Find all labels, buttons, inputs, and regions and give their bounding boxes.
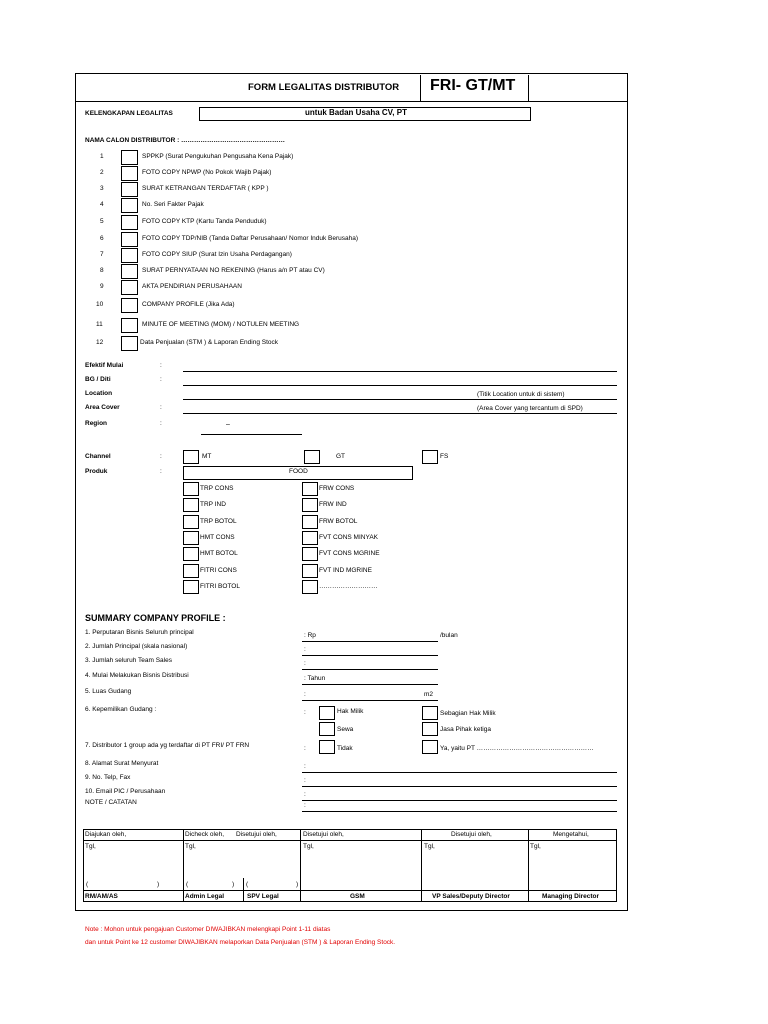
kelengkapan-label: KELENGKAPAN LEGALITAS <box>85 110 173 117</box>
summary-item-value: : <box>304 646 306 653</box>
produk-left-label: FITRI CONS <box>200 567 237 574</box>
produk-right-label: ……………………… <box>319 583 378 590</box>
checklist-label: SURAT PERNYATAAN NO REKENING (Harus a/n PT atau CV) <box>142 267 325 274</box>
region-line <box>201 434 302 435</box>
signature-tgl: Tgl, <box>530 843 541 850</box>
signature-header: Dicheck oleh, <box>185 831 225 838</box>
signature-role: Admin Legal <box>185 893 225 900</box>
info-field-colon: : <box>160 420 162 427</box>
gudang-jasa-label: Jasa Pihak ketiga <box>440 726 491 733</box>
info-field-line[interactable] <box>183 413 617 414</box>
summary-item-line[interactable] <box>302 669 438 670</box>
channel-colon: : <box>160 453 162 460</box>
signature-col-divider <box>528 829 529 902</box>
checklist-number: 8 <box>100 267 104 274</box>
checklist-number: 1 <box>100 153 104 160</box>
produk-left-label: FITRI BOTOL <box>200 583 240 590</box>
signature-header: Diajukan oleh, <box>85 831 127 838</box>
checklist-checkbox[interactable] <box>121 280 138 295</box>
checklist-checkbox[interactable] <box>121 215 138 230</box>
form-code: FRI- GT/MT <box>430 77 516 94</box>
summary-item-line[interactable] <box>302 641 438 642</box>
checklist-label: No. Seri Fakter Pajak <box>142 201 204 208</box>
checklist-checkbox[interactable] <box>121 150 138 165</box>
produk-right-checkbox[interactable] <box>302 515 318 529</box>
checklist-number: 4 <box>100 201 104 208</box>
signature-tgl: Tgl, <box>185 843 196 850</box>
summary-item-line[interactable] <box>302 786 617 787</box>
checklist-label: MINUTE OF MEETING (MOM) / NOTULEN MEETING <box>142 321 300 328</box>
produk-colon: : <box>160 468 162 475</box>
produk-left-label: TRP BOTOL <box>200 518 237 525</box>
channel-gt-checkbox[interactable] <box>304 450 320 464</box>
summary-item-line[interactable] <box>302 772 617 773</box>
checklist-number: 6 <box>100 235 104 242</box>
info-field-line[interactable] <box>183 371 617 372</box>
signature-bracket: ( <box>86 881 89 888</box>
summary-item-line[interactable] <box>302 811 617 812</box>
signature-col-divider <box>421 829 422 902</box>
produk-left-label: HMT CONS <box>200 534 235 541</box>
signature-role: RM/AM/AS <box>85 893 118 900</box>
produk-right-checkbox[interactable] <box>302 564 318 578</box>
produk-left-checkbox[interactable] <box>183 482 199 496</box>
gudang-hak-milik-label: Hak Milik <box>337 708 364 715</box>
signature-header: Disetujui oleh, <box>451 831 492 838</box>
signature-bracket: ( <box>186 881 189 888</box>
produk-left-label: HMT BOTOL <box>200 550 238 557</box>
summary-item-line[interactable] <box>302 684 438 685</box>
checklist-number: 11 <box>96 321 103 328</box>
channel-fs-checkbox[interactable] <box>422 450 438 464</box>
kelengkapan-value: untuk Badan Usaha CV, PT <box>305 108 407 117</box>
signature-sub-divider <box>243 878 244 902</box>
channel-label: Channel <box>85 453 111 460</box>
info-field-label: Location <box>85 390 113 397</box>
gudang-jasa-checkbox[interactable] <box>422 722 438 736</box>
signature-header-line <box>83 840 617 841</box>
produk-left-checkbox[interactable] <box>183 580 199 594</box>
produk-left-label: TRP IND <box>200 501 226 508</box>
signature-tgl: Tgl, <box>303 843 314 850</box>
checklist-checkbox[interactable] <box>121 318 138 333</box>
summary-item-label: 6. Kepemilikan Gudang : <box>85 706 157 713</box>
produk-right-checkbox[interactable] <box>302 498 318 512</box>
channel-mt-label: MT <box>202 453 212 460</box>
header-divider <box>75 101 628 102</box>
signature-header: Disetujui oleh, <box>236 831 277 838</box>
info-field-line[interactable] <box>183 399 617 400</box>
checklist-checkbox[interactable] <box>121 182 138 197</box>
info-field-label: BG / Diti <box>85 376 111 383</box>
produk-right-label: FVT CONS MINYAK <box>319 534 378 541</box>
summary-item-value: : <box>304 745 306 752</box>
checklist-checkbox[interactable] <box>121 336 138 351</box>
summary-item-value: : Tahun <box>304 675 326 682</box>
produk-right-checkbox[interactable] <box>302 531 318 545</box>
checklist-checkbox[interactable] <box>121 166 138 181</box>
region-dash: – <box>226 421 230 428</box>
group-tidak-checkbox[interactable] <box>319 740 335 754</box>
signature-col-divider <box>300 829 301 902</box>
info-field-colon: : <box>160 404 162 411</box>
checklist-checkbox[interactable] <box>121 232 138 247</box>
gudang-sewa-label: Sewa <box>337 726 354 733</box>
produk-right-label: FRW CONS <box>319 485 355 492</box>
summary-item-suffix: /bulan <box>440 632 458 639</box>
checklist-label: Data Penjualan (STM ) & Laporan Ending Stock <box>140 339 279 346</box>
form-title: FORM LEGALITAS DISTRIBUTOR <box>248 82 400 93</box>
signature-header: Mengetahui, <box>553 831 589 838</box>
produk-right-label: FVT CONS MGRINE <box>319 550 380 557</box>
summary-item-value: : Rp <box>304 632 316 639</box>
checklist-label: SPPKP (Surat Pengukuhan Pengusaha Kena Pajak) <box>142 153 294 160</box>
group-tidak-label: Tidak <box>337 745 353 752</box>
summary-item-label: 8. Alamat Surat Menyurat <box>85 760 159 767</box>
summary-item-value: : <box>304 660 306 667</box>
summary-item-line[interactable] <box>302 655 438 656</box>
checklist-number: 2 <box>100 169 104 176</box>
summary-item-value: : <box>304 791 306 798</box>
summary-item-label: NOTE / CATATAN <box>85 799 137 806</box>
info-field-label: Area Cover <box>85 404 120 411</box>
checklist-checkbox[interactable] <box>121 298 138 313</box>
summary-item-value: : <box>304 763 306 770</box>
gudang-sewa-checkbox[interactable] <box>319 722 335 736</box>
checklist-number: 5 <box>100 218 104 225</box>
summary-item-value: : <box>304 777 306 784</box>
note-line-2: dan untuk Point ke 12 customer DIWAJIBKAN melaporkan Data Penjualan (STM ) & Laporan Ending Stock. <box>85 939 396 946</box>
summary-item-label: 10. Email PIC / Perusahaan <box>85 788 166 795</box>
produk-left-checkbox[interactable] <box>183 515 199 529</box>
produk-right-label: FRW IND <box>319 501 347 508</box>
signature-role-line <box>83 890 617 891</box>
produk-left-checkbox[interactable] <box>183 547 199 561</box>
produk-right-checkbox[interactable] <box>302 547 318 561</box>
signature-tgl: Tgl, <box>424 843 435 850</box>
info-field-label: Region <box>85 420 108 427</box>
summary-item-label: 7. Distributor 1 group ada yg terdaftar di PT FRI/ PT FRN <box>85 742 250 749</box>
note-line-1: Note : Mohon untuk pengajuan Customer DIWAJIBKAN melengkapi Point 1-11 diatas <box>85 926 331 933</box>
summary-item-label: 4. Mulai Melakukan Bisnis Distribusi <box>85 672 189 679</box>
summary-item-label: 2. Jumlah Principal (skala nasional) <box>85 643 188 650</box>
checklist-number: 9 <box>100 283 104 290</box>
checklist-label: SURAT KETRANGAN TERDAFTAR ( KPP ) <box>142 185 269 192</box>
info-field-note: (Area Cover yang tercantum di SPD) <box>477 405 583 412</box>
checklist-checkbox[interactable] <box>121 198 138 213</box>
summary-item-label: 5. Luas Gudang <box>85 688 132 695</box>
signature-header: Disetujui oleh, <box>303 831 344 838</box>
checklist-checkbox[interactable] <box>121 264 138 279</box>
summary-item-value: : <box>304 709 306 716</box>
produk-food-header: FOOD <box>289 468 308 475</box>
checklist-number: 12 <box>96 339 104 346</box>
info-field-colon: : <box>160 376 162 383</box>
checklist-label: COMPANY PROFILE (Jika Ada) <box>142 301 235 308</box>
channel-mt-checkbox[interactable] <box>183 450 199 464</box>
summary-title: SUMMARY COMPANY PROFILE : <box>85 613 226 623</box>
signature-col-divider <box>183 829 184 902</box>
checklist-number: 7 <box>100 251 104 258</box>
summary-item-label: 3. Jumlah seluruh Team Sales <box>85 657 172 664</box>
produk-label: Produk <box>85 468 108 475</box>
signature-role: SPV Legal <box>247 893 279 900</box>
summary-item-line[interactable] <box>302 700 438 701</box>
info-field-line[interactable] <box>183 385 617 386</box>
gudang-sebagian-label: Sebagian Hak Milik <box>440 710 496 717</box>
signature-role: Managing Director <box>542 893 600 900</box>
summary-item-value: : <box>304 691 306 698</box>
signature-bracket: ) <box>232 881 235 888</box>
gudang-sebagian-checkbox[interactable] <box>422 706 438 720</box>
signature-tgl: Tgl, <box>85 843 96 850</box>
channel-fs-label: FS <box>440 453 449 460</box>
info-field-label: Efektif Mulai <box>85 362 124 369</box>
summary-item-label: 9. No. Telp, Fax <box>85 774 131 781</box>
produk-left-checkbox[interactable] <box>183 498 199 512</box>
produk-right-label: FRW BOTOL <box>319 518 358 525</box>
signature-bracket: ( <box>246 881 249 888</box>
produk-right-checkbox[interactable] <box>302 580 318 594</box>
summary-item-value: : <box>304 802 306 809</box>
produk-left-checkbox[interactable] <box>183 531 199 545</box>
group-ya-checkbox[interactable] <box>422 740 438 754</box>
gudang-hak-milik-checkbox[interactable] <box>319 706 335 720</box>
summary-item-line[interactable] <box>302 800 617 801</box>
produk-right-checkbox[interactable] <box>302 482 318 496</box>
checklist-label: FOTO COPY NPWP (No Pokok Wajib Pajak) <box>142 169 272 176</box>
produk-left-label: TRP CONS <box>200 485 234 492</box>
checklist-label: AKTA PENDIRIAN PERUSAHAAN <box>142 283 242 290</box>
group-ya-label: Ya, yaitu PT ……………………………………………… <box>440 745 594 752</box>
info-field-colon: : <box>160 362 162 369</box>
nama-calon-distributor: NAMA CALON DISTRIBUTOR : ………………………………………… <box>85 137 286 144</box>
checklist-checkbox[interactable] <box>121 248 138 263</box>
checklist-number: 3 <box>100 185 104 192</box>
checklist-number: 10 <box>96 301 104 308</box>
signature-role: GSM <box>350 893 365 900</box>
summary-item-label: 1. Perputaran Bisnis Seluruh principal <box>85 629 194 636</box>
signature-role: VP Sales/Deputy Director <box>432 893 510 900</box>
channel-gt-label: GT <box>336 453 346 460</box>
summary-item-suffix: m2 <box>424 691 434 698</box>
signature-bracket: ) <box>157 881 160 888</box>
signature-bracket: ) <box>296 881 299 888</box>
checklist-label: FOTO COPY KTP (Kartu Tanda Penduduk) <box>142 218 267 225</box>
checklist-label: FOTO COPY TDP/NIB (Tanda Daftar Perusahaan/ Nomor Induk Berusaha) <box>142 235 359 242</box>
checklist-label: FOTO COPY SIUP (Surat Izin Usaha Perdagangan) <box>142 251 292 258</box>
produk-right-label: FVT IND MGRINE <box>319 567 372 574</box>
produk-left-checkbox[interactable] <box>183 564 199 578</box>
info-field-note: (Titik Location untuk di sistem) <box>477 391 565 398</box>
